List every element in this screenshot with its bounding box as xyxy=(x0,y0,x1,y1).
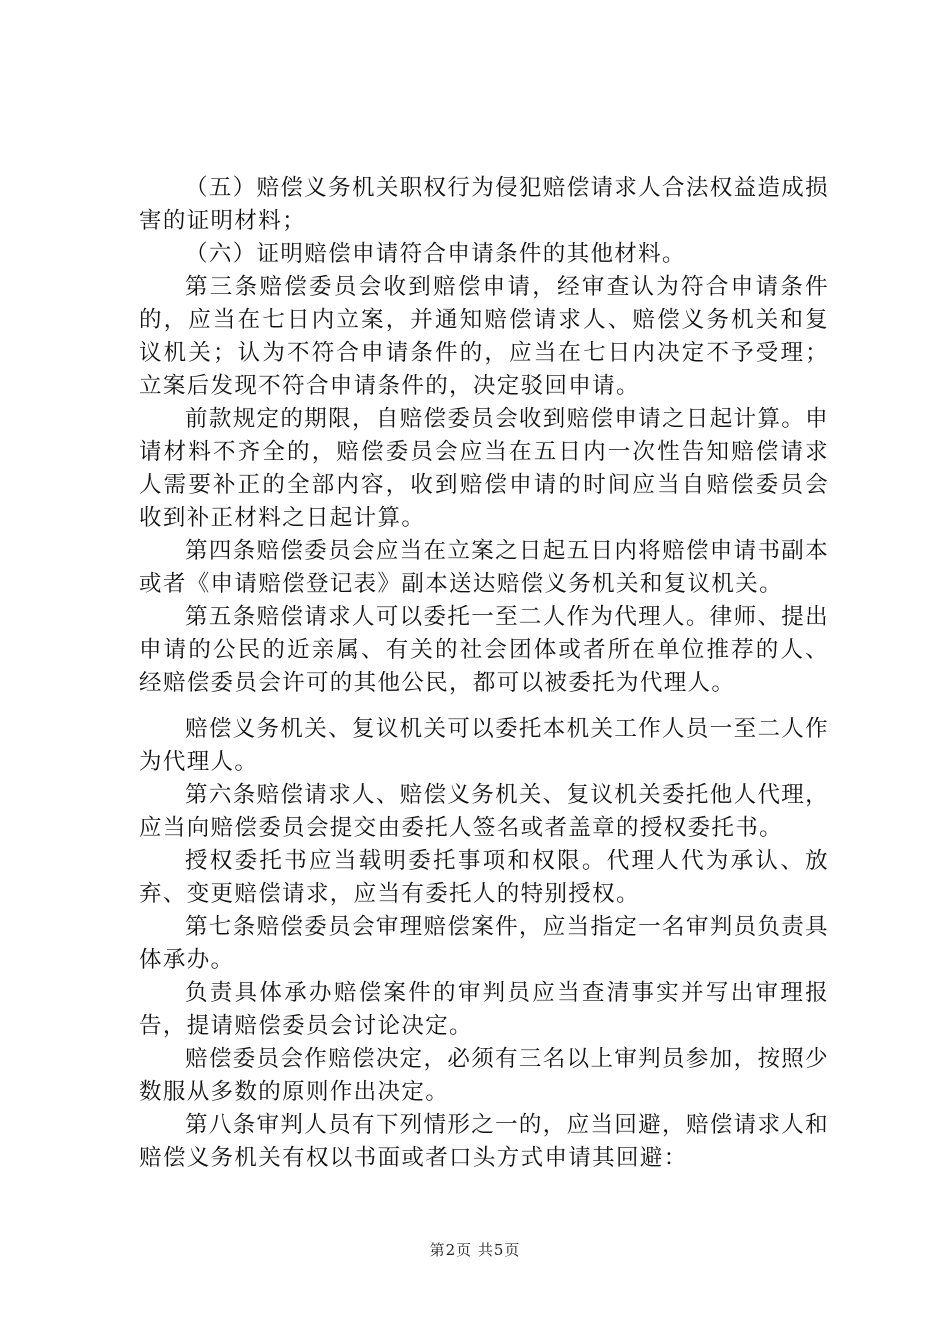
paragraph-article-8: 第八条审判人员有下列情形之一的，应当回避，赔偿请求人和赔偿义务机关有权以书面或者口头方式申请其回避： xyxy=(139,1112,829,1171)
paragraph-article-4: 第四条赔偿委员会应当在立案之日起五日内将赔偿申请书副本或者《申请赔偿登记表》副本送达赔偿义务机关和复议机关。 xyxy=(139,538,829,597)
paragraph-article-3: 第三条赔偿委员会收到赔偿申请，经审查认为符合申请条件的，应当在七日内立案，并通知赔偿请求人、赔偿义务机关和复议机关；认为不符合申请条件的，应当在七日内决定不予受理；立案后发现不符合申请条件的，决定驳回申请。 xyxy=(139,274,829,399)
document-body xyxy=(139,172,829,1175)
paragraph-agency-agent: 赔偿义务机关、复议机关可以委托本机关工作人员一至二人作为代理人。 xyxy=(139,716,829,775)
paragraph-item-6: （六）证明赔偿申请符合申请条件的其他材料。 xyxy=(185,241,686,267)
paragraph-trial-report: 负责具体承办赔偿案件的审判员应当查清事实并写出审理报告，提请赔偿委员会讨论决定。 xyxy=(139,980,829,1039)
paragraph-item-5: （五）赔偿义务机关职权行为侵犯赔偿请求人合法权益造成损害的证明材料； xyxy=(139,175,829,234)
page-number-footer: 第2页 共5页 xyxy=(429,1241,521,1259)
paragraph-article-7: 第七条赔偿委员会审理赔偿案件，应当指定一名审判员负责具体承办。 xyxy=(139,914,829,973)
paragraph-time-limit: 前款规定的期限，自赔偿委员会收到赔偿申请之日起计算。申请材料不齐全的，赔偿委员会应当在五日内一次性告知赔偿请求人需要补正的全部内容，收到赔偿申请的时间应当自赔偿委员会收到补正材料之日起计算。 xyxy=(139,406,829,531)
paragraph-majority-rule: 赔偿委员会作赔偿决定，必须有三名以上审判员参加，按照少数服从多数的原则作出决定。 xyxy=(139,1046,829,1105)
paragraph-power-of-attorney: 授权委托书应当载明委托事项和权限。代理人代为承认、放弃、变更赔偿请求，应当有委托人的特别授权。 xyxy=(139,848,829,907)
paragraph-article-5: 第五条赔偿请求人可以委托一至二人作为代理人。律师、提出申请的公民的近亲属、有关的社会团体或者所在单位推荐的人、经赔偿委员会许可的其他公民，都可以被委托为代理人。 xyxy=(139,604,829,696)
paragraph-article-6: 第六条赔偿请求人、赔偿义务机关、复议机关委托他人代理，应当向赔偿委员会提交由委托人签名或者盖章的授权委托书。 xyxy=(139,782,829,841)
paragraph-gap xyxy=(139,700,829,713)
